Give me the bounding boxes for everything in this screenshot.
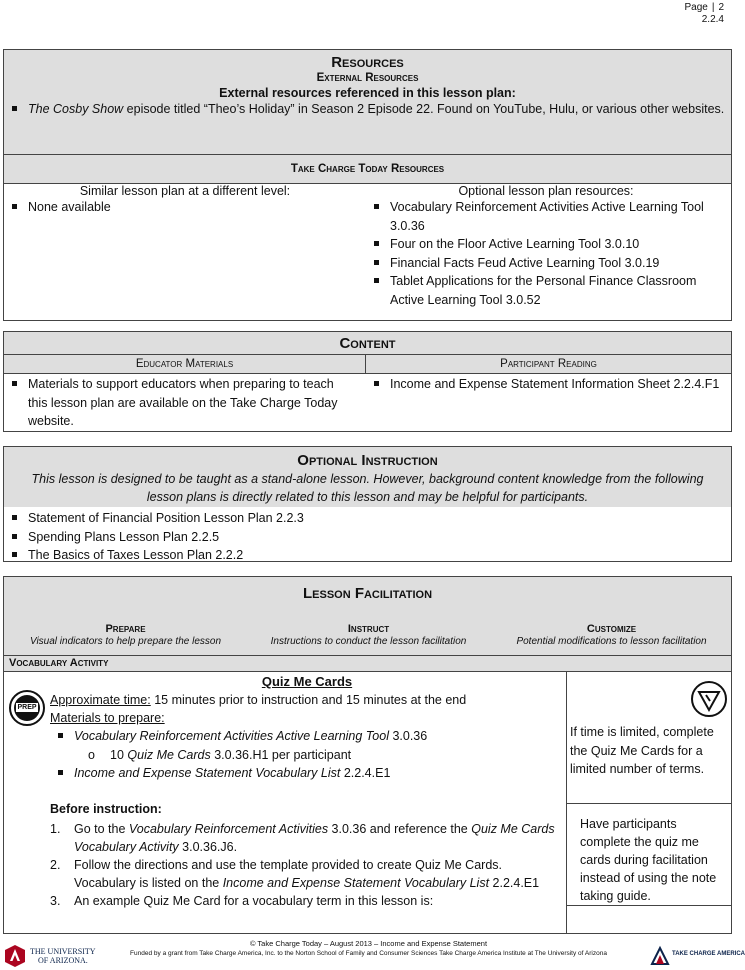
prep-icon bbox=[8, 689, 46, 727]
divider bbox=[567, 905, 731, 906]
step-text: 3.0.36.J6. bbox=[178, 840, 238, 854]
sub-bullet: o bbox=[88, 747, 95, 762]
step-italic: Income and Expense Statement Vocabulary List bbox=[222, 876, 490, 890]
instruct-label: Instruct bbox=[347, 623, 390, 635]
prepare-column-header bbox=[4, 623, 247, 647]
optional-resource-item: Financial Facts Feud Active Learning Tool 3.0.19 bbox=[366, 254, 726, 273]
educator-materials-heading: Educator Materials bbox=[135, 358, 234, 370]
step-text: Follow the directions and use the template provided to create Quiz Me Cards. Vocabulary is listed on the bbox=[74, 858, 502, 890]
external-resources-intro: External resources referenced in this lesson plan: bbox=[219, 86, 516, 100]
material-sub-title: Quiz Me Cards bbox=[127, 747, 211, 762]
material-item bbox=[50, 727, 564, 746]
optional-instruction-section bbox=[3, 446, 732, 562]
instruct-column-header bbox=[247, 623, 490, 647]
material-sub-text: 3.0.36.H1 per participant bbox=[210, 747, 352, 762]
material-sub-count: 10 bbox=[110, 747, 128, 762]
step-text: Go to the bbox=[74, 822, 129, 836]
customize-description: Potential modifications to lesson facilitation bbox=[516, 636, 707, 647]
external-resource-title: The Cosby Show bbox=[28, 102, 124, 116]
resources-title: Resources bbox=[331, 54, 404, 71]
optional-resource-item: Four on the Floor Active Learning Tool 3.0.10 bbox=[366, 235, 726, 254]
before-instruction-heading: Before instruction: bbox=[50, 802, 162, 816]
instruction-step bbox=[50, 820, 564, 856]
lesson-facilitation-title: Lesson Facilitation bbox=[302, 585, 433, 602]
material-number: 3.0.36 bbox=[388, 729, 428, 743]
prep-icon-label: PREP bbox=[17, 704, 37, 711]
lesson-facilitation-section bbox=[3, 576, 732, 934]
lesson-code: 2.2.4 bbox=[701, 14, 724, 25]
step-number: 2. bbox=[50, 858, 61, 872]
related-lesson-item: Spending Plans Lesson Plan 2.2.5 bbox=[4, 528, 731, 547]
divider bbox=[4, 671, 567, 672]
page-number: Page | 2 2.2.4 bbox=[684, 2, 724, 25]
materials-label: Materials to prepare: bbox=[50, 711, 165, 725]
optional-resources-heading: Optional lesson plan resources: bbox=[458, 184, 634, 198]
related-lesson-item: The Basics of Taxes Lesson Plan 2.2.2 bbox=[4, 546, 731, 565]
instruction-step bbox=[50, 892, 564, 910]
prepare-description: Visual indicators to help prepare the lesson bbox=[29, 636, 222, 647]
participant-reading-heading: Participant Reading bbox=[500, 358, 597, 370]
customize-column-header bbox=[490, 623, 733, 647]
footer bbox=[0, 939, 737, 959]
approx-time-value: 15 minutes prior to instruction and 15 minutes at the end bbox=[150, 693, 467, 707]
similar-lesson-heading: Similar lesson plan at a different level: bbox=[79, 184, 291, 198]
page-number-value: 2 bbox=[718, 2, 724, 13]
tct-resources-heading: Take Charge Today Resources bbox=[290, 163, 445, 175]
similar-lesson-item: None available bbox=[4, 198, 366, 217]
material-subitem bbox=[88, 746, 564, 764]
customize-note: Have participants complete the quiz me cards during facilitation instead of using the note taking guide. bbox=[580, 817, 717, 903]
ua-logo-line2: OF ARIZONA. bbox=[38, 956, 88, 965]
prepare-label: Prepare bbox=[105, 623, 146, 635]
step-text: 3.0.36 and reference the bbox=[328, 822, 472, 836]
step-italic: Quiz Me Cards Vocabulary Activity bbox=[74, 822, 555, 854]
step-text: 2.2.4.E1 bbox=[489, 876, 540, 890]
instruction-step bbox=[50, 856, 564, 892]
step-number: 1. bbox=[50, 822, 61, 836]
customize-note: If time is limited, complete the Quiz Me Cards for a limited number of terms. bbox=[570, 725, 714, 776]
vocabulary-activity-heading: Vocabulary Activity bbox=[9, 657, 109, 669]
participant-reading-item: Income and Expense Statement Information Sheet 2.2.4.F1 bbox=[366, 375, 726, 394]
divider bbox=[4, 655, 731, 656]
ua-logo-line1: THE UNIVERSITY bbox=[30, 947, 96, 956]
content-title: Content bbox=[339, 335, 396, 352]
external-resources-heading: External Resources bbox=[316, 72, 419, 84]
instruct-description: Instructions to conduct the lesson facilitation bbox=[270, 636, 467, 647]
tca-logo bbox=[650, 944, 745, 968]
customize-label: Customize bbox=[586, 623, 637, 635]
material-title: Vocabulary Reinforcement Activities Active Learning Tool bbox=[74, 729, 389, 743]
step-number: 3. bbox=[50, 894, 61, 908]
instruct-content bbox=[50, 673, 564, 910]
optional-instruction-intro: This lesson is designed to be taught as a stand-alone lesson. However, background content knowledge from the following lesson plans is directly related to this lesson and may be helpful for participants. bbox=[31, 472, 704, 504]
approx-time-label: Approximate time: bbox=[50, 693, 151, 707]
optional-instruction-title: Optional Instruction bbox=[297, 452, 438, 469]
external-resource-text: episode titled “Theo’s Holiday” in Season 2 Episode 22. Found on YouTube, Hulu, or various other websites. bbox=[123, 102, 725, 116]
page-label: Page bbox=[684, 2, 708, 13]
optional-resource-item: Vocabulary Reinforcement Activities Active Learning Tool 3.0.36 bbox=[366, 198, 726, 235]
activity-title: Quiz Me Cards bbox=[261, 674, 353, 689]
educator-material-item: Materials to support educators when preparing to teach this lesson plan are available on the Take Charge Today website. bbox=[4, 375, 344, 431]
material-title: Income and Expense Statement Vocabulary List bbox=[74, 765, 341, 780]
step-italic: Vocabulary Reinforcement Activities bbox=[128, 822, 329, 836]
related-lesson-item: Statement of Financial Position Lesson Plan 2.2.3 bbox=[4, 509, 731, 528]
resources-section bbox=[3, 49, 732, 321]
external-resource-item bbox=[4, 100, 731, 119]
tca-logo-text: TAKE CHARGE AMERICA bbox=[672, 951, 745, 957]
content-section bbox=[3, 331, 732, 432]
divider bbox=[567, 803, 731, 804]
footer-copyright: © Take Charge Today – August 2013 – Income and Expense Statement bbox=[249, 939, 488, 948]
material-number: 2.2.4.E1 bbox=[340, 765, 391, 780]
customize-icon bbox=[690, 680, 728, 718]
optional-resource-item: Tablet Applications for the Personal Finance Classroom Active Learning Tool 3.0.52 bbox=[366, 272, 726, 309]
step-text: An example Quiz Me Card for a vocabulary term in this lesson is: bbox=[74, 894, 434, 908]
material-item bbox=[50, 764, 564, 783]
footer-funding: Funded by a grant from Take Charge America, Inc. to the Norton School of Family and Consumer Sciences Take Charge America Institute at The University of Arizona bbox=[130, 950, 607, 957]
